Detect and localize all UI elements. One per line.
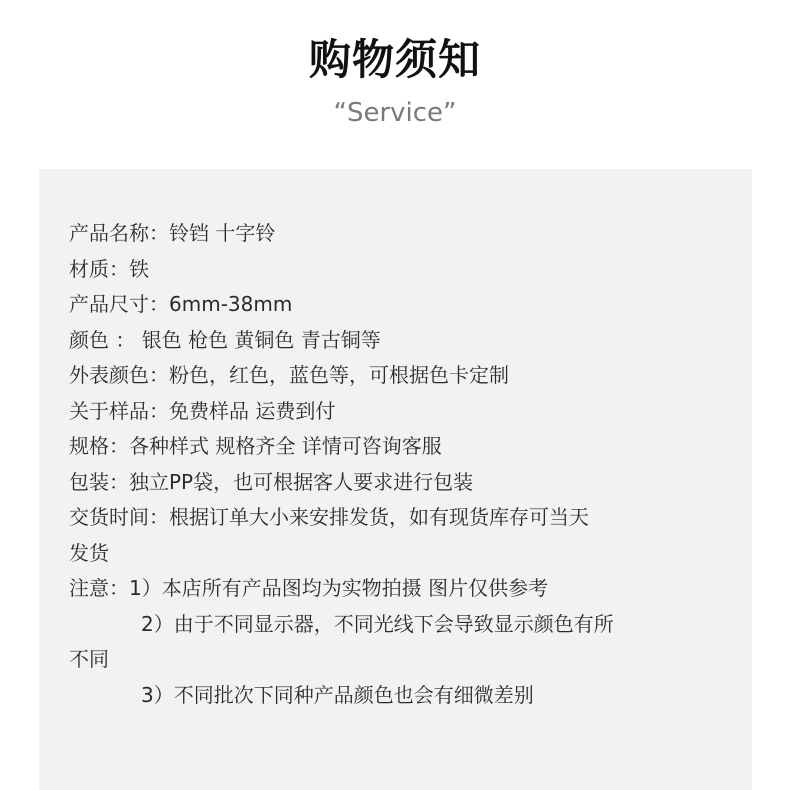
notice-line-size: 产品尺寸：6mm-38mm <box>69 292 293 316</box>
notice-line-attention-2: 2）由于不同显示器，不同光线下会导致显示颜色有所 <box>141 611 614 636</box>
notice-panel <box>39 169 752 790</box>
notice-line-delivery-time: 交货时间：根据订单大小来安排发货，如有现货库存可当天 <box>69 505 589 529</box>
notice-line-attention-3: 3）不同批次下同种产品颜色也会有细微差别 <box>141 682 534 707</box>
notice-line-product-name: 产品名称：铃铛 十字铃 <box>69 221 276 245</box>
notice-line-material: 材质：铁 <box>69 256 149 281</box>
page-title: 购物须知 <box>308 35 481 84</box>
notice-line-specification: 规格：各种样式 规格齐全 详情可咨询客服 <box>69 434 442 458</box>
page-subtitle: “Service” <box>333 98 457 128</box>
notice-line-delivery-time-continued: 发货 <box>69 540 109 565</box>
notice-line-surface-color: 外表颜色：粉色，红色，蓝色等，可根据色卡定制 <box>69 363 509 387</box>
page-header <box>0 0 790 160</box>
notice-line-samples: 关于样品：免费样品 运费到付 <box>69 398 336 423</box>
notice-line-color: 颜色 ： 银色 枪色 黄铜色 青古铜等 <box>69 327 381 352</box>
notice-line-packaging: 包装：独立PP袋，也可根据客人要求进行包装 <box>69 469 474 494</box>
notice-line-attention-1: 注意：1）本店所有产品图均为实物拍摄 图片仅供参考 <box>69 576 549 600</box>
notice-content <box>69 216 719 713</box>
notice-line-attention-2-continued: 不同 <box>69 647 109 671</box>
